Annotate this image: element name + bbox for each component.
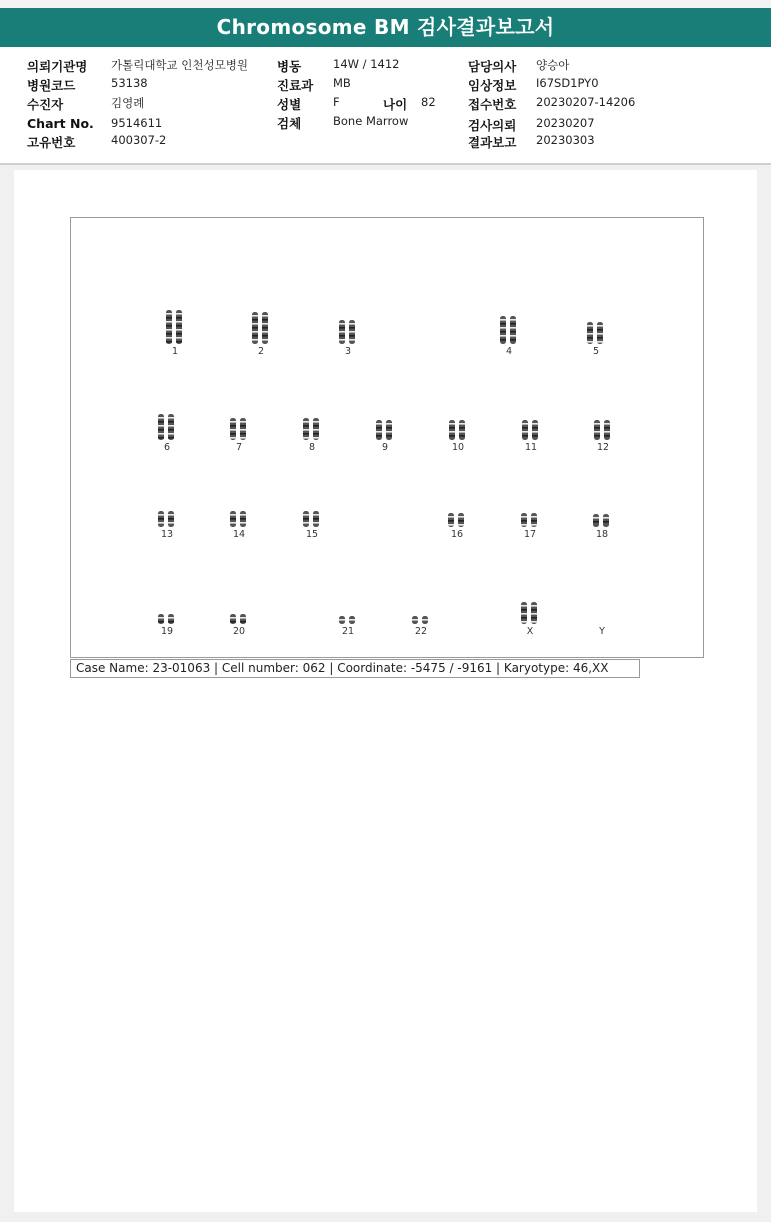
chromosome-label-21: 21: [341, 626, 355, 637]
chromosome-label-13: 13: [160, 529, 174, 540]
doctor-value: 양승아: [536, 58, 570, 72]
chromosome-pair-22: [412, 616, 428, 624]
specimen-value: Bone Marrow: [333, 114, 409, 128]
hospital-code-value: 53138: [111, 76, 148, 90]
institution-label: 의뢰기관명: [27, 59, 88, 74]
chromosome-pair-19: [158, 614, 174, 624]
patient-name-value: 김영례: [111, 96, 145, 110]
chromosome-label-16: 16: [450, 529, 464, 540]
chromosome-label-1: 1: [171, 346, 179, 357]
chromosome-pair-12: [594, 420, 610, 440]
chromosome-pair-2: [252, 312, 268, 344]
chromosome-label-14: 14: [232, 529, 246, 540]
clinical-info-label: 임상정보: [468, 78, 517, 93]
chromosome-label-10: 10: [451, 442, 465, 453]
chromosome-label-3: 3: [344, 346, 352, 357]
chromosome-label-7: 7: [235, 442, 243, 453]
chromosome-label-20: 20: [232, 626, 246, 637]
karyogram-image: [70, 217, 704, 658]
chromosome-label-15: 15: [305, 529, 319, 540]
chart-no-value: 9514611: [111, 116, 163, 130]
chromosome-pair-9: [376, 420, 392, 440]
age-value: 82: [421, 95, 436, 109]
chromosome-label-12: 12: [596, 442, 610, 453]
chromosome-label-5: 5: [592, 346, 600, 357]
chromosome-label-11: 11: [524, 442, 538, 453]
ward-value: 14W / 1412: [333, 57, 400, 71]
sex-label: 성별: [277, 97, 302, 112]
receipt-no-value: 20230207-14206: [536, 95, 636, 109]
chromosome-pair-15: [303, 511, 319, 527]
chromosome-pair-17: [521, 513, 537, 527]
chromosome-pair-16: [448, 513, 464, 527]
unique-id-value: 400307-2: [111, 133, 167, 147]
report-title: Chromosome BM 검사결과보고서: [0, 8, 771, 47]
chromosome-label-X: X: [526, 626, 534, 637]
sex-value: F: [333, 95, 340, 109]
chromosome-label-2: 2: [257, 346, 265, 357]
chromosome-label-4: 4: [505, 346, 513, 357]
patient-info-panel: [0, 47, 771, 165]
chromosome-pair-14: [230, 511, 246, 527]
receipt-no-label: 접수번호: [468, 97, 517, 112]
chromosome-pair-X: [521, 602, 537, 624]
request-date-value: 20230207: [536, 116, 595, 130]
chromosome-pair-10: [449, 420, 465, 440]
clinical-info-value: I67SD1PY0: [536, 76, 599, 90]
chromosome-pair-18: [593, 514, 609, 527]
chromosome-pair-1: [166, 310, 182, 344]
case-info-caption: Case Name: 23-01063 | Cell number: 062 | Coordinate: -5475 / -9161 | Karyotype: 46,XX: [70, 659, 640, 678]
top-strip: [0, 0, 771, 8]
chromosome-label-19: 19: [160, 626, 174, 637]
report-date-label: 결과보고: [468, 135, 517, 150]
chromosome-pair-3: [339, 320, 355, 344]
chart-no-label: Chart No.: [27, 116, 94, 131]
department-label: 진료과: [277, 78, 314, 93]
chromosome-pair-13: [158, 511, 174, 527]
chromosome-pair-4: [500, 316, 516, 344]
patient-name-label: 수진자: [27, 97, 64, 112]
department-value: MB: [333, 76, 351, 90]
chromosome-pair-21: [339, 616, 355, 624]
karyogram-svg: [71, 218, 703, 657]
age-label: 나이: [383, 97, 408, 112]
institution-value: 가톨릭대학교 인천성모병원: [111, 58, 248, 72]
hospital-code-label: 병원코드: [27, 78, 76, 93]
report-date-value: 20230303: [536, 133, 595, 147]
unique-id-label: 고유번호: [27, 135, 76, 150]
request-date-label: 검사의뢰: [468, 118, 517, 133]
chromosome-label-22: 22: [414, 626, 428, 637]
chromosome-label-18: 18: [595, 529, 609, 540]
ward-label: 병동: [277, 59, 302, 74]
chromosome-pair-7: [230, 418, 246, 440]
chromosome-label-9: 9: [381, 442, 389, 453]
chromosome-pair-8: [303, 418, 319, 440]
chromosome-pair-20: [230, 614, 246, 624]
chromosome-label-17: 17: [523, 529, 537, 540]
chromosome-pair-5: [587, 322, 603, 344]
chromosome-label-6: 6: [163, 442, 171, 453]
chromosome-pair-11: [522, 420, 538, 440]
chromosome-label-8: 8: [308, 442, 316, 453]
chromosome-label-Y: Y: [599, 626, 605, 637]
doctor-label: 담당의사: [468, 59, 517, 74]
specimen-label: 검체: [277, 116, 302, 131]
chromosome-pair-6: [158, 414, 174, 440]
